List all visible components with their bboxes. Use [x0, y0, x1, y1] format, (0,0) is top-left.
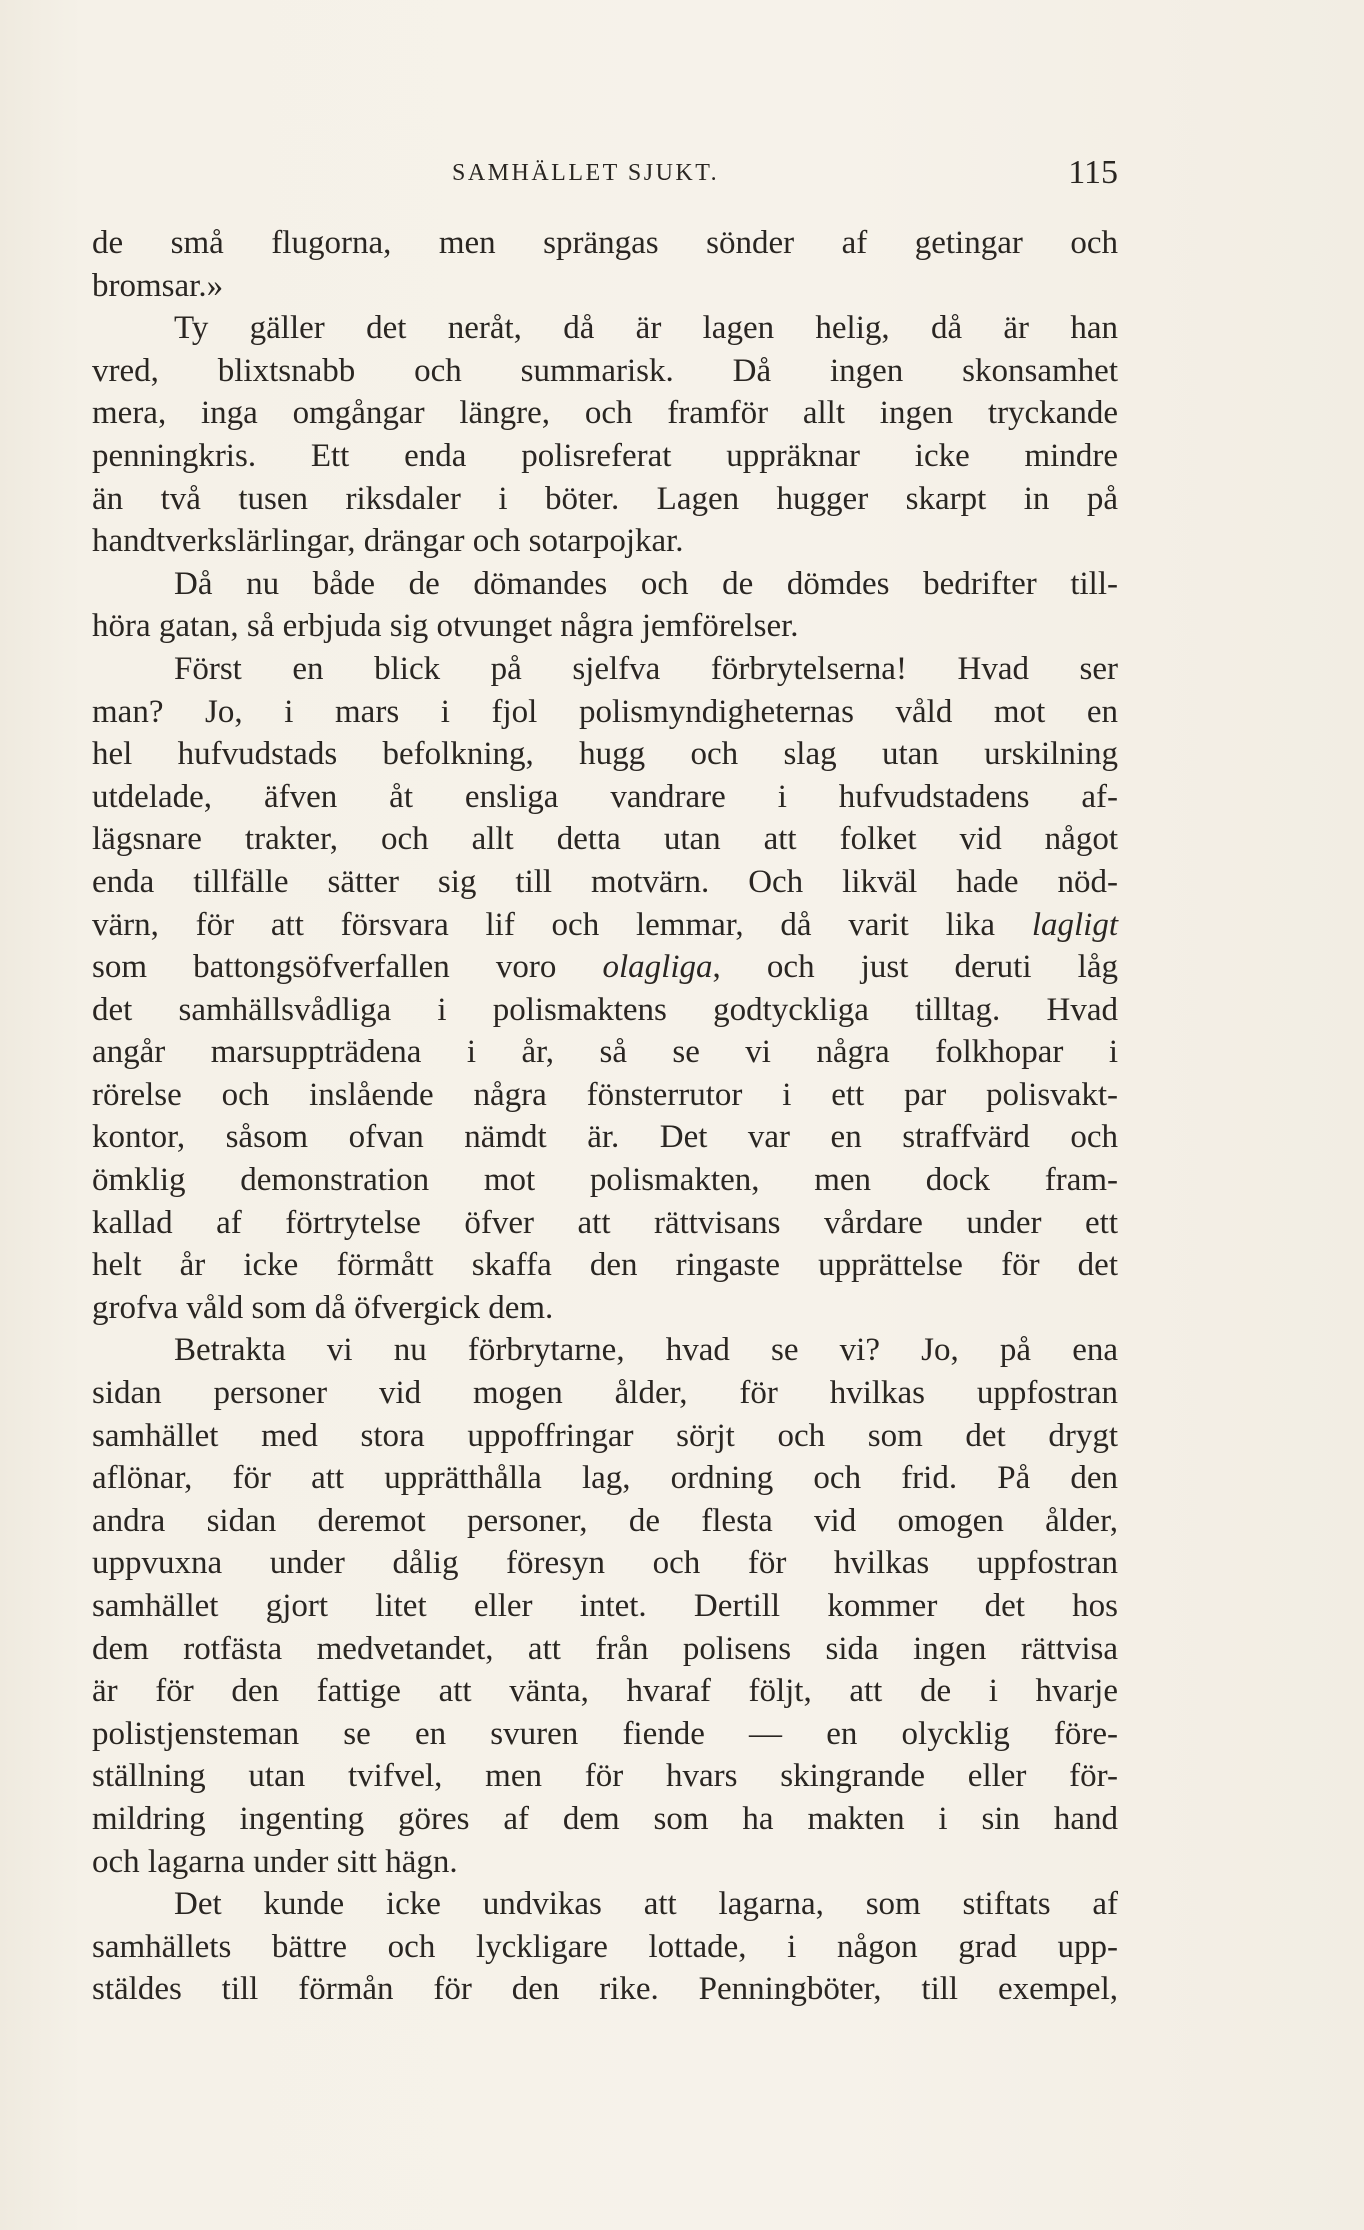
text-line: Först en blick på sjelfva förbrytelserna! Hvad ser — [174, 650, 1118, 687]
text-line: värn, för att försvara lif och lemmar, då varit lika lagligt — [92, 906, 1118, 943]
text-line: höra gatan, så erbjuda sig otvunget några jemförelser. — [92, 608, 799, 645]
text-line: andra sidan deremot personer, de flesta vid omogen ålder, — [92, 1502, 1118, 1539]
text-line: stäldes till förmån för den rike. Penningböter, till exempel, — [92, 1971, 1118, 2008]
text-line: penningkris. Ett enda polisreferat uppräknar icke mindre — [92, 437, 1118, 474]
text-line: handtverkslärlingar, drängar och sotarpojkar. — [92, 523, 684, 560]
text-line: samhällets bättre och lyckligare lottade, i någon grad upp- — [92, 1928, 1118, 1965]
text-line: och lagarna under sitt hägn. — [92, 1843, 458, 1880]
text-line: lägsnare trakter, och allt detta utan att folket vid något — [92, 821, 1118, 858]
text-line: utdelade, äfven åt ensliga vandrare i hufvudstadens af- — [92, 778, 1118, 815]
text-line: uppvuxna under dålig föresyn och för hvilkas uppfostran — [92, 1545, 1118, 1582]
text-line: det samhällsvådliga i polismaktens godtyckliga tilltag. Hvad — [92, 991, 1118, 1028]
text-line: är för den fattige att vänta, hvaraf följt, att de i hvarje — [92, 1673, 1118, 1710]
text-line: enda tillfälle sätter sig till motvärn. Och likväl hade nöd- — [92, 863, 1118, 900]
text-line: man? Jo, i mars i fjol polismyndigheternas våld mot en — [92, 693, 1118, 730]
text-line: än två tusen riksdaler i böter. Lagen hugger skarpt in på — [92, 480, 1118, 517]
text-line: ställning utan tvifvel, men för hvars skingrande eller för- — [92, 1758, 1118, 1795]
text-line: mildring ingenting göres af dem som ha makten i sin hand — [92, 1800, 1118, 1837]
text-line: helt år icke förmått skaffa den ringaste upprättelse för det — [92, 1247, 1118, 1284]
text-line: samhället med stora uppoffringar sörjt och som det drygt — [92, 1417, 1118, 1454]
text-line: bromsar.» — [92, 267, 224, 304]
text-line: grofva våld som då öfvergick dem. — [92, 1289, 554, 1326]
text-line: sidan personer vid mogen ålder, för hvilkas uppfostran — [92, 1375, 1118, 1412]
text-line: ömklig demonstration mot polismakten, men dock fram- — [92, 1162, 1118, 1199]
text-line: angår marsuppträdena i år, så se vi några folkhopar i — [92, 1034, 1118, 1071]
text-line: aflönar, för att upprätthålla lag, ordning och frid. På den — [92, 1460, 1118, 1497]
body-text — [92, 222, 1118, 2011]
text-line: vred, blixtsnabb och summarisk. Då ingen skonsamhet — [92, 352, 1118, 389]
text-line: samhället gjort litet eller intet. Dertill kommer det hos — [92, 1588, 1118, 1624]
text-line: rörelse och inslående några fönsterrutor i ett par polisvakt- — [92, 1076, 1118, 1113]
text-line: som battongsöfverfallen voro olagliga, och just deruti låg — [92, 949, 1118, 986]
text-line: hel hufvudstads befolkning, hugg och slag utan urskilning — [92, 736, 1118, 773]
text-line: mera, inga omgångar längre, och framför allt ingen tryckande — [92, 395, 1118, 432]
text-line: kallad af förtrytelse öfver att rättvisans vårdare under ett — [92, 1204, 1118, 1241]
text-line: Då nu både de dömandes och de dömdes bedrifter till- — [174, 565, 1118, 602]
text-line: Ty gäller det neråt, då är lagen helig, då är han — [174, 310, 1118, 347]
text-line: kontor, såsom ofvan nämdt är. Det var en straffvärd och — [92, 1119, 1118, 1156]
page-number: 115 — [1068, 154, 1118, 191]
text-line: Betrakta vi nu förbrytarne, hvad se vi? Jo, på ena — [174, 1332, 1118, 1369]
text-line: dem rotfästa medvetandet, att från polisens sida ingen rättvisa — [92, 1630, 1118, 1667]
running-title: SAMHÄLLET SJUKT. — [452, 160, 720, 186]
text-line: de små flugorna, men sprängas sönder af getingar och — [92, 225, 1118, 261]
running-head — [92, 154, 1118, 200]
text-line: Det kunde icke undvikas att lagarna, som stiftats af — [174, 1886, 1118, 1923]
text-line: polistjensteman se en svuren fiende — en olycklig före- — [92, 1715, 1118, 1752]
